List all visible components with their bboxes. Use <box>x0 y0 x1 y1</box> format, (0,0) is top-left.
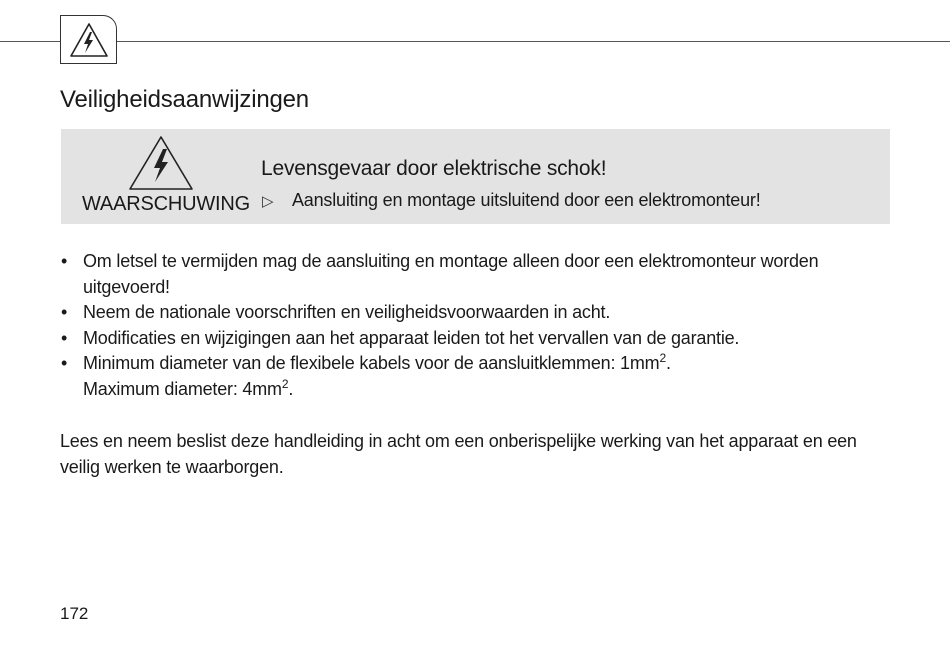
punctuation: . <box>665 353 671 373</box>
bullet-marker: • <box>61 327 68 348</box>
header-warning-tab <box>60 15 117 64</box>
list-item <box>60 351 880 402</box>
safety-bullet-list <box>60 249 880 402</box>
warning-label: WAARSCHUWING <box>82 193 250 215</box>
triangle-arrow-icon: ▷ <box>262 193 274 210</box>
warning-title: Levensgevaar door elektrische schok! <box>261 157 607 180</box>
bullet-marker: • <box>61 251 68 271</box>
list-item-text: Neem de nationale voorschriften en veiligheidsvoorwaarden in acht. <box>83 302 611 322</box>
max-diameter-text: Maximum diameter: 4mm <box>83 378 282 399</box>
lightning-warning-icon <box>69 22 109 58</box>
warning-instruction: Aansluiting en montage uitsluitend door een elektromonteur! <box>292 190 761 210</box>
page-number: 172 <box>60 604 89 623</box>
superscript: 2 <box>659 351 666 365</box>
instructions-paragraph: Lees en neem beslist deze handleiding in acht om een onberispelijke werking van het apparaat en een veilig werken te waarborgen. <box>60 431 857 477</box>
list-item-text: Om letsel te vermijden mag de aansluiting en montage alleen door een elektromonteur worden uitgevoerd! <box>83 251 819 297</box>
min-diameter-text: Minimum diameter van de flexibele kabels voor de aansluitklemmen: 1mm <box>83 353 660 373</box>
superscript: 2 <box>281 376 289 391</box>
page-title: Veiligheidsaanwijzingen <box>60 86 309 113</box>
warning-panel <box>61 129 890 224</box>
punctuation: . <box>288 378 294 399</box>
list-item <box>60 326 880 352</box>
bullet-marker: • <box>61 353 68 373</box>
header-rule <box>0 41 950 42</box>
list-item-text: Modificaties en wijzigingen aan het apparaat leiden tot het vervallen van de garantie. <box>83 327 740 348</box>
list-item <box>60 300 880 326</box>
high-voltage-warning-icon <box>128 135 194 191</box>
bullet-marker: • <box>61 302 68 322</box>
list-item <box>60 249 880 300</box>
